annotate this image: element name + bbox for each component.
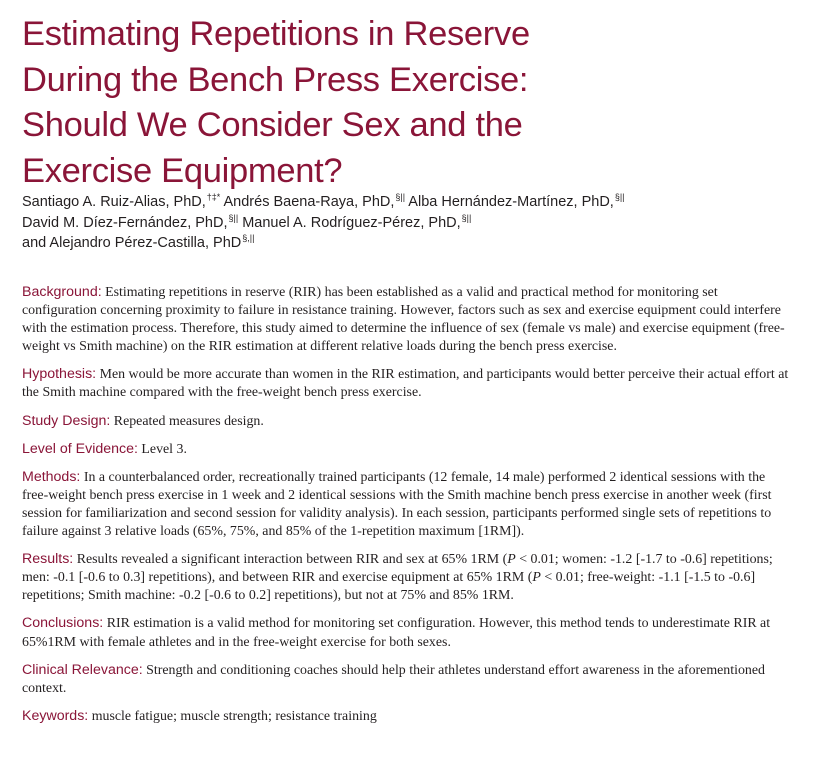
abstract-hypothesis [22, 365, 792, 402]
author-affiliation-marks: §,|| [242, 233, 255, 243]
author-name: and Alejandro Pérez-Castilla, PhD [22, 235, 242, 251]
section-label: Methods: [22, 468, 81, 485]
author-affiliation-marks: †‡* [206, 192, 221, 202]
section-label: Background: [22, 284, 102, 300]
section-label: Conclusions: [22, 615, 104, 632]
section-text: Repeated measures design. [110, 413, 264, 429]
abstract-clinical-relevance [22, 661, 792, 698]
title-line-3: Should We Consider Sex and the [22, 106, 523, 144]
section-text: Men would be more accurate than women in the RIR estimation, and participants would better perceive their actual effort at the Smith machine compared with the free-weight bench press exercise. [22, 367, 789, 401]
section-text: muscle fatigue; muscle strength; resistance training [88, 708, 377, 724]
title-line-4: Exercise Equipment? [22, 151, 343, 190]
abstract-conclusions [22, 614, 792, 651]
section-label: Keywords: [22, 707, 89, 724]
abstract [22, 283, 792, 735]
section-text: Strength and conditioning coaches should help their athletes understand effort awareness in the aforementioned context. [22, 662, 765, 696]
section-label: Level of Evidence: [22, 440, 138, 457]
abstract-keywords [22, 707, 792, 726]
section-text: Results revealed a significant interaction between RIR and sex at 65% 1RM ( [73, 552, 508, 568]
section-text: Estimating repetitions in reserve (RIR) has been established as a valid and practical method for monitoring set configuration concerning proximity to failure in resistance training. However, factors such as sex and exercise equipment could interfere with the estimation process. Therefore, this study aimed to determine the influence of sex (female vs male) and exercise equipment (free-weight vs Smith machine) on the RIR estimation at different relative loads during the bench press exercise. [22, 285, 785, 355]
author-name: Santiago A. Ruiz-Alias, PhD, [22, 194, 206, 210]
p-value-symbol: P [532, 570, 541, 586]
title-line-1: Estimating Repetitions in Reserve [22, 15, 530, 53]
section-text: Level 3. [137, 441, 187, 457]
author-affiliation-marks: §|| [228, 212, 239, 223]
section-text: < 0.01; women: -1.2 [-1.7 to -0.6] repetitions; men: -0.1 [-0.6 to 0.3] repetitions), and between RIR and exercise equipment at 65% 1RM ( [22, 552, 773, 586]
section-label: Results: [22, 551, 74, 568]
abstract-methods [22, 468, 792, 541]
p-value-symbol: P [507, 552, 516, 568]
section-label: Study Design: [22, 412, 111, 429]
paper-title [22, 12, 722, 194]
author-line-1 [22, 192, 802, 213]
author-affiliation-marks: §|| [461, 212, 472, 223]
section-label: Hypothesis: [22, 366, 97, 383]
title-line-2: During the Bench Press Exercise: [22, 60, 529, 99]
author-name: Alba Hernández-Martínez, PhD, [405, 194, 614, 210]
author-name: Andrés Baena-Raya, PhD, [220, 194, 395, 210]
author-line-3 [22, 233, 802, 254]
abstract-background [22, 283, 792, 356]
author-name: Manuel A. Rodríguez-Pérez, PhD, [238, 214, 461, 231]
author-affiliation-marks: §|| [395, 192, 406, 202]
author-affiliation-marks: §|| [614, 192, 625, 202]
section-text: < 0.01; free-weight: -1.1 [-1.5 to -0.6] repetitions; Smith machine: -0.2 [-0.6 to 0.2] repetitions), but not at 75% and 85% 1RM. [22, 570, 756, 604]
author-name: David M. Díez-Fernández, PhD, [22, 214, 228, 231]
section-text: RIR estimation is a valid method for monitoring set configuration. However, this method tends to underestimate RIR at 65%1RM with female athletes and in the free-weight exercise for both sexes. [22, 616, 771, 650]
section-text: In a counterbalanced order, recreationally trained participants (12 female, 14 male) performed 2 identical sessions with the free-weight bench press exercise in 1 week and 2 identical sessions with the Smith machine bench press exercise in another week (first session for familiarization and second session for validity analysis). In each session, participants performed single sets of repetitions to failure against 3 relative loads (65%, 75%, and 85% of the 1-repetition maximum [1RM]). [22, 469, 772, 540]
abstract-study-design [22, 412, 792, 431]
author-line-2 [22, 213, 802, 234]
abstract-level-of-evidence [22, 440, 792, 459]
abstract-results [22, 550, 792, 605]
section-label: Clinical Relevance: [22, 661, 143, 678]
author-list [22, 192, 802, 254]
